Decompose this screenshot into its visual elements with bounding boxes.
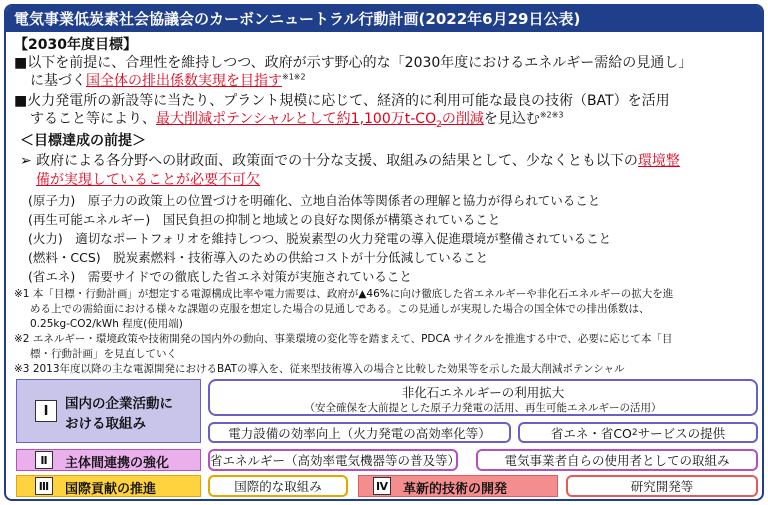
target-item2-emphasis-b: の削減: [441, 111, 484, 127]
pillar-4-label: 革新的技術の開発: [403, 482, 508, 497]
pillar-4-label-box: [358, 475, 558, 497]
pillar-2-item-own-use: 電気事業者自らの使用者としての取組み: [476, 449, 758, 471]
target-item1-note-ref: ※1※2: [282, 72, 306, 82]
premise-lead-line1: [20, 150, 680, 170]
footnote-3: ※3 2013年度以降の主な電源開発におけるBATの導入を、従来型技術導入の場合と比較した効果等を示した最大削減ポテンシャル: [14, 363, 625, 375]
target-item1-line1: ■以下を前提に、合理性を維持しつつ、政府が示す野心的な「2030年度におけるエネルギー需給の見通し」: [14, 55, 693, 71]
pillar-2-label: 主体間連携の強化: [65, 456, 170, 471]
target-item2-line1: ■火力発電所の新設等に当たり、プラント規模に応じて、経済的に利用可能な最良の技術（BAT）を活用: [14, 93, 670, 109]
target-item2-suffix: を見込む: [483, 111, 540, 127]
services-label-b: サービスの提供: [637, 425, 726, 441]
premise-item-nuclear: (原子力) 原子力の政策上の位置づけを明確化、立地自治体等関係者の理解と協力が得られていること: [28, 193, 601, 208]
target-item1-emphasis: 国全体の排出係数実現を目指す: [86, 73, 282, 89]
premise-heading: ＜目標達成の前提＞: [20, 133, 146, 149]
plan-frame: [4, 4, 764, 501]
target-heading: 【2030年度目標】: [14, 37, 137, 53]
pillar-1-label-line1: 国内の企業活動に: [65, 396, 173, 412]
premise-item-fuel-ccs: (燃料・CCS) 脱炭素燃料・技術導入のための供給コストが十分低減していること: [28, 250, 489, 265]
target-item2-prefix: すること等により、: [30, 111, 156, 127]
pillar-3-label-box: [16, 475, 201, 497]
premise-lead-emphasis-b: 備が実現していることが必要不可欠: [36, 172, 260, 188]
footnote-2-line2: 標・行動計画」を見直していく: [30, 348, 177, 360]
services-label-sub: 2: [631, 427, 638, 438]
nonfossil-title: 非化石エネルギーの利用拡大: [401, 385, 565, 400]
premise-lead-line2: [36, 169, 260, 189]
services-box: [518, 422, 758, 443]
target-item1-prefix: に基づく: [30, 73, 86, 89]
pillar-4-number: Ⅳ: [373, 477, 391, 495]
pillar-4-item-rnd: 研究開発等: [566, 475, 758, 497]
premise-item-thermal: (火力) 適切なポートフォリオを維持しつつ、脱炭素型の火力発電の導入促進環境が整備されていること: [28, 231, 612, 246]
nonfossil-subtitle: （安全確保を大前提とした原子力発電の活用、再生可能エネルギーの活用）: [304, 402, 662, 414]
pillar-3-label: 国際貢献の推進: [65, 482, 157, 497]
footnote-2-line1: ※2 エネルギー・環境政策や技術開発の国内外の動向、事業環境の変化等を踏まえて、PDCA サイクルを推進する中で、必要に応じて本「目: [14, 333, 673, 345]
footnote-1-line3: 0.25kg-CO2/kWh 程度(使用端): [30, 318, 183, 330]
pillar-1-label-line2: おける取組み: [65, 416, 146, 432]
target-item2-emphasis-a: 最大削減ポテンシャルとして約1,100万t-CO: [156, 111, 437, 127]
pillar-2-number: Ⅱ: [35, 451, 53, 469]
premise-lead-prefix: ➢ 政府による各分野への財政面、政策面での十分な支援、取組みの結果として、少なくとも以下の: [20, 153, 638, 169]
premise-item-renewable: (再生可能エネルギー) 国民負担の抑制と地域との良好な関係が構築されていること: [28, 212, 501, 227]
services-label-a: 省エネ・省CO: [550, 425, 632, 441]
pillar-1-label-box: [16, 379, 201, 443]
pillar-3-number: Ⅲ: [35, 477, 53, 495]
target-item2-line2: [30, 108, 563, 130]
footnote-1-line1: ※1 本「目標・行動計画」が想定する電源構成比率や電力需要は、政府が▲46%に向け徹底した省エネルギーや非化石エネルギーの拡大を進: [14, 288, 674, 300]
pillar-2-item-energy-saving: 省エネルギー（高効率電気機器等の普及等）: [208, 449, 458, 471]
premise-item-energy-saving: (省エネ) 需要サイドでの徹底した省エネ対策が実施されていること: [28, 269, 412, 284]
footnote-1-line2: める上での需給面における様々な課題の克服を想定した場合の見通しである。この見通しが実現した場合の国全体での排出係数は、: [30, 303, 650, 315]
pillar-1-number: Ⅰ: [35, 400, 57, 422]
target-item1-line2: [30, 70, 306, 90]
nonfossil-box: [208, 379, 758, 416]
pillar-2-label-box: [16, 449, 201, 471]
target-item2-emphasis: [156, 111, 484, 130]
efficiency-box: 電力設備の効率向上（火力発電の高効率化等）: [208, 422, 511, 443]
pillar-3-item-international: 国際的な取組み: [208, 475, 348, 497]
premise-lead-emphasis-a: 環境整: [637, 153, 680, 169]
target-item2-emphasis-sub: 2: [436, 119, 442, 130]
target-item2-note-ref: ※2※3: [539, 110, 564, 120]
page-title: 電気事業低炭素社会協議会のカーボンニュートラル行動計画(2022年6月29日公表): [6, 6, 762, 32]
